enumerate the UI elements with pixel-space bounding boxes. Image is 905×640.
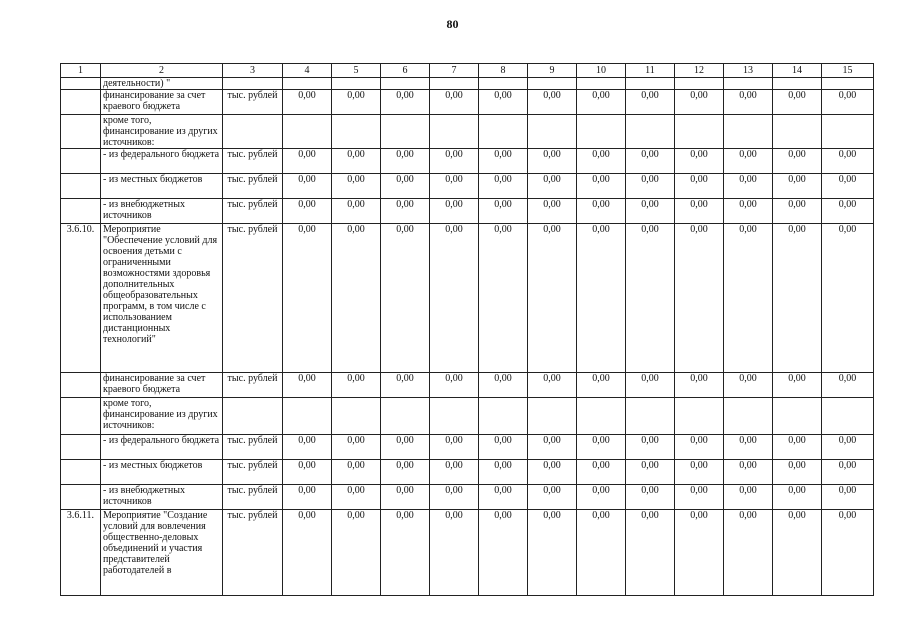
- value-cell: [822, 115, 874, 149]
- value-cell: [675, 115, 724, 149]
- value-cell: 0,00: [626, 174, 675, 199]
- value-cell: 0,00: [675, 174, 724, 199]
- table-row: [61, 460, 874, 485]
- value-cell: 0,00: [381, 90, 430, 115]
- value-cell: 0,00: [283, 149, 332, 174]
- row-description-cell: Мероприятие "Обеспечение условий для освоения детьми с ограниченными возможностями здоровья дополнительных общеобразовательных программ, в том числе с использованием дистанционных технологий": [101, 224, 223, 373]
- value-cell: 0,00: [626, 149, 675, 174]
- header-cell: 15: [822, 64, 874, 78]
- value-cell: 0,00: [430, 510, 479, 596]
- value-cell: 0,00: [479, 149, 528, 174]
- header-cell: 12: [675, 64, 724, 78]
- value-cell: 0,00: [479, 224, 528, 373]
- value-cell: 0,00: [381, 435, 430, 460]
- value-cell: [528, 398, 577, 435]
- value-cell: 0,00: [724, 90, 773, 115]
- value-cell: 0,00: [283, 460, 332, 485]
- value-cell: 0,00: [724, 199, 773, 224]
- header-cell: 9: [528, 64, 577, 78]
- value-cell: 0,00: [773, 149, 822, 174]
- header-cell: 6: [381, 64, 430, 78]
- value-cell: [724, 78, 773, 90]
- header-cell: 1: [61, 64, 101, 78]
- header-cell: 13: [724, 64, 773, 78]
- row-description-cell: - из местных бюджетов: [101, 174, 223, 199]
- value-cell: [430, 115, 479, 149]
- value-cell: 0,00: [479, 199, 528, 224]
- value-cell: 0,00: [283, 510, 332, 596]
- value-cell: 0,00: [430, 174, 479, 199]
- value-cell: [332, 398, 381, 435]
- row-code-cell: [61, 149, 101, 174]
- value-cell: 0,00: [430, 460, 479, 485]
- row-unit-cell: тыс. рублей: [223, 485, 283, 510]
- row-description-cell: кроме того, финансирование из других источников:: [101, 398, 223, 435]
- value-cell: 0,00: [381, 224, 430, 373]
- value-cell: [528, 115, 577, 149]
- header-cell: 2: [101, 64, 223, 78]
- page-number: 80: [446, 17, 459, 31]
- value-cell: [381, 398, 430, 435]
- table-row: [61, 78, 874, 90]
- value-cell: 0,00: [626, 460, 675, 485]
- value-cell: 0,00: [724, 224, 773, 373]
- value-cell: [332, 115, 381, 149]
- value-cell: 0,00: [773, 224, 822, 373]
- value-cell: 0,00: [479, 373, 528, 398]
- value-cell: 0,00: [381, 199, 430, 224]
- header-cell: 14: [773, 64, 822, 78]
- header-cell: 11: [626, 64, 675, 78]
- value-cell: [822, 78, 874, 90]
- value-cell: 0,00: [577, 149, 626, 174]
- value-cell: [479, 398, 528, 435]
- row-description-cell: - из внебюджетных источников: [101, 485, 223, 510]
- header-cell: 3: [223, 64, 283, 78]
- value-cell: 0,00: [332, 460, 381, 485]
- table-row: [61, 115, 874, 149]
- value-cell: 0,00: [626, 485, 675, 510]
- row-code-cell: 3.6.11.: [61, 510, 101, 596]
- value-cell: 0,00: [381, 485, 430, 510]
- row-description-cell: деятельности) ": [101, 78, 223, 90]
- value-cell: 0,00: [528, 224, 577, 373]
- value-cell: 0,00: [381, 149, 430, 174]
- row-description-cell: - из федерального бюджета: [101, 149, 223, 174]
- budget-table: [60, 63, 874, 596]
- value-cell: 0,00: [724, 510, 773, 596]
- value-cell: 0,00: [332, 199, 381, 224]
- value-cell: 0,00: [479, 90, 528, 115]
- value-cell: [675, 78, 724, 90]
- value-cell: 0,00: [332, 510, 381, 596]
- row-unit-cell: тыс. рублей: [223, 90, 283, 115]
- value-cell: 0,00: [773, 199, 822, 224]
- value-cell: 0,00: [430, 149, 479, 174]
- value-cell: 0,00: [675, 90, 724, 115]
- value-cell: 0,00: [724, 373, 773, 398]
- value-cell: 0,00: [773, 373, 822, 398]
- value-cell: 0,00: [283, 435, 332, 460]
- value-cell: 0,00: [626, 199, 675, 224]
- row-code-cell: [61, 199, 101, 224]
- value-cell: [577, 398, 626, 435]
- value-cell: [724, 398, 773, 435]
- value-cell: [675, 398, 724, 435]
- value-cell: [381, 78, 430, 90]
- value-cell: 0,00: [479, 174, 528, 199]
- value-cell: 0,00: [675, 435, 724, 460]
- value-cell: 0,00: [773, 174, 822, 199]
- value-cell: 0,00: [283, 224, 332, 373]
- value-cell: 0,00: [675, 149, 724, 174]
- value-cell: [283, 115, 332, 149]
- value-cell: 0,00: [626, 435, 675, 460]
- header-cell: 5: [332, 64, 381, 78]
- value-cell: 0,00: [528, 149, 577, 174]
- value-cell: 0,00: [822, 174, 874, 199]
- value-cell: 0,00: [479, 485, 528, 510]
- value-cell: 0,00: [822, 373, 874, 398]
- row-code-cell: [61, 485, 101, 510]
- value-cell: 0,00: [822, 485, 874, 510]
- value-cell: 0,00: [283, 485, 332, 510]
- row-code-cell: [61, 115, 101, 149]
- value-cell: [332, 78, 381, 90]
- value-cell: [283, 398, 332, 435]
- value-cell: [822, 398, 874, 435]
- row-unit-cell: тыс. рублей: [223, 224, 283, 373]
- value-cell: [577, 115, 626, 149]
- value-cell: [430, 78, 479, 90]
- value-cell: 0,00: [675, 199, 724, 224]
- value-cell: 0,00: [332, 373, 381, 398]
- row-description-cell: Мероприятие "Создание условий для вовлечения общественно-деловых объединений и участия представителей работодателей в: [101, 510, 223, 596]
- row-unit-cell: тыс. рублей: [223, 199, 283, 224]
- value-cell: 0,00: [332, 224, 381, 373]
- table-row: [61, 90, 874, 115]
- value-cell: 0,00: [283, 373, 332, 398]
- value-cell: 0,00: [430, 435, 479, 460]
- value-cell: 0,00: [283, 174, 332, 199]
- value-cell: 0,00: [381, 373, 430, 398]
- table-row: [61, 199, 874, 224]
- value-cell: 0,00: [626, 224, 675, 373]
- value-cell: 0,00: [577, 435, 626, 460]
- value-cell: 0,00: [773, 460, 822, 485]
- value-cell: 0,00: [773, 510, 822, 596]
- value-cell: 0,00: [332, 90, 381, 115]
- value-cell: 0,00: [381, 510, 430, 596]
- row-code-cell: [61, 78, 101, 90]
- row-unit-cell: тыс. рублей: [223, 373, 283, 398]
- row-unit-cell: тыс. рублей: [223, 460, 283, 485]
- value-cell: 0,00: [381, 174, 430, 199]
- value-cell: 0,00: [675, 510, 724, 596]
- value-cell: 0,00: [332, 149, 381, 174]
- value-cell: [626, 115, 675, 149]
- value-cell: 0,00: [528, 174, 577, 199]
- row-description-cell: финансирование за счет краевого бюджета: [101, 90, 223, 115]
- row-description-cell: - из местных бюджетов: [101, 460, 223, 485]
- row-code-cell: [61, 398, 101, 435]
- value-cell: 0,00: [430, 199, 479, 224]
- value-cell: 0,00: [528, 373, 577, 398]
- value-cell: 0,00: [626, 510, 675, 596]
- header-cell: 8: [479, 64, 528, 78]
- value-cell: 0,00: [822, 90, 874, 115]
- value-cell: [381, 115, 430, 149]
- value-cell: 0,00: [626, 90, 675, 115]
- row-unit-cell: тыс. рублей: [223, 510, 283, 596]
- value-cell: [577, 78, 626, 90]
- value-cell: 0,00: [675, 460, 724, 485]
- table-row: [61, 510, 874, 596]
- value-cell: 0,00: [577, 199, 626, 224]
- value-cell: 0,00: [332, 485, 381, 510]
- value-cell: 0,00: [528, 199, 577, 224]
- value-cell: [773, 398, 822, 435]
- row-description-cell: - из внебюджетных источников: [101, 199, 223, 224]
- value-cell: 0,00: [528, 485, 577, 510]
- value-cell: [626, 398, 675, 435]
- value-cell: 0,00: [430, 373, 479, 398]
- row-unit-cell: тыс. рублей: [223, 174, 283, 199]
- value-cell: 0,00: [528, 510, 577, 596]
- table-row: [61, 149, 874, 174]
- row-unit-cell: [223, 115, 283, 149]
- value-cell: 0,00: [479, 460, 528, 485]
- row-code-cell: [61, 435, 101, 460]
- value-cell: 0,00: [430, 90, 479, 115]
- value-cell: 0,00: [381, 460, 430, 485]
- value-cell: [528, 78, 577, 90]
- value-cell: 0,00: [577, 224, 626, 373]
- value-cell: 0,00: [479, 510, 528, 596]
- header-row: [61, 64, 874, 78]
- value-cell: [479, 78, 528, 90]
- table-row: [61, 485, 874, 510]
- value-cell: 0,00: [430, 224, 479, 373]
- value-cell: 0,00: [773, 485, 822, 510]
- value-cell: 0,00: [577, 485, 626, 510]
- value-cell: 0,00: [822, 224, 874, 373]
- value-cell: [283, 78, 332, 90]
- value-cell: [773, 78, 822, 90]
- value-cell: 0,00: [822, 510, 874, 596]
- value-cell: [430, 398, 479, 435]
- row-code-cell: [61, 90, 101, 115]
- row-code-cell: [61, 174, 101, 199]
- value-cell: 0,00: [822, 435, 874, 460]
- value-cell: [626, 78, 675, 90]
- table-row: [61, 435, 874, 460]
- value-cell: 0,00: [822, 149, 874, 174]
- row-description-cell: кроме того, финансирование из других источников:: [101, 115, 223, 149]
- header-cell: 10: [577, 64, 626, 78]
- value-cell: 0,00: [577, 174, 626, 199]
- row-unit-cell: тыс. рублей: [223, 435, 283, 460]
- row-code-cell: 3.6.10.: [61, 224, 101, 373]
- value-cell: 0,00: [724, 460, 773, 485]
- value-cell: 0,00: [724, 435, 773, 460]
- value-cell: 0,00: [724, 174, 773, 199]
- value-cell: 0,00: [724, 485, 773, 510]
- value-cell: 0,00: [577, 510, 626, 596]
- value-cell: 0,00: [283, 90, 332, 115]
- value-cell: 0,00: [822, 460, 874, 485]
- header-cell: 7: [430, 64, 479, 78]
- table-row: [61, 373, 874, 398]
- row-unit-cell: [223, 78, 283, 90]
- value-cell: [479, 115, 528, 149]
- table-row: [61, 224, 874, 373]
- row-unit-cell: тыс. рублей: [223, 149, 283, 174]
- value-cell: 0,00: [479, 435, 528, 460]
- row-code-cell: [61, 460, 101, 485]
- table-row: [61, 174, 874, 199]
- row-unit-cell: [223, 398, 283, 435]
- value-cell: 0,00: [675, 373, 724, 398]
- value-cell: 0,00: [773, 90, 822, 115]
- row-description-cell: - из федерального бюджета: [101, 435, 223, 460]
- value-cell: 0,00: [283, 199, 332, 224]
- table-row: [61, 398, 874, 435]
- row-code-cell: [61, 373, 101, 398]
- value-cell: [724, 115, 773, 149]
- header-cell: 4: [283, 64, 332, 78]
- value-cell: 0,00: [332, 435, 381, 460]
- value-cell: 0,00: [724, 149, 773, 174]
- value-cell: 0,00: [822, 199, 874, 224]
- value-cell: 0,00: [675, 224, 724, 373]
- value-cell: 0,00: [773, 435, 822, 460]
- value-cell: 0,00: [332, 174, 381, 199]
- value-cell: 0,00: [430, 485, 479, 510]
- value-cell: [773, 115, 822, 149]
- value-cell: 0,00: [577, 373, 626, 398]
- value-cell: 0,00: [577, 460, 626, 485]
- value-cell: 0,00: [528, 460, 577, 485]
- value-cell: 0,00: [626, 373, 675, 398]
- value-cell: 0,00: [528, 90, 577, 115]
- value-cell: 0,00: [675, 485, 724, 510]
- value-cell: 0,00: [577, 90, 626, 115]
- value-cell: 0,00: [528, 435, 577, 460]
- row-description-cell: финансирование за счет краевого бюджета: [101, 373, 223, 398]
